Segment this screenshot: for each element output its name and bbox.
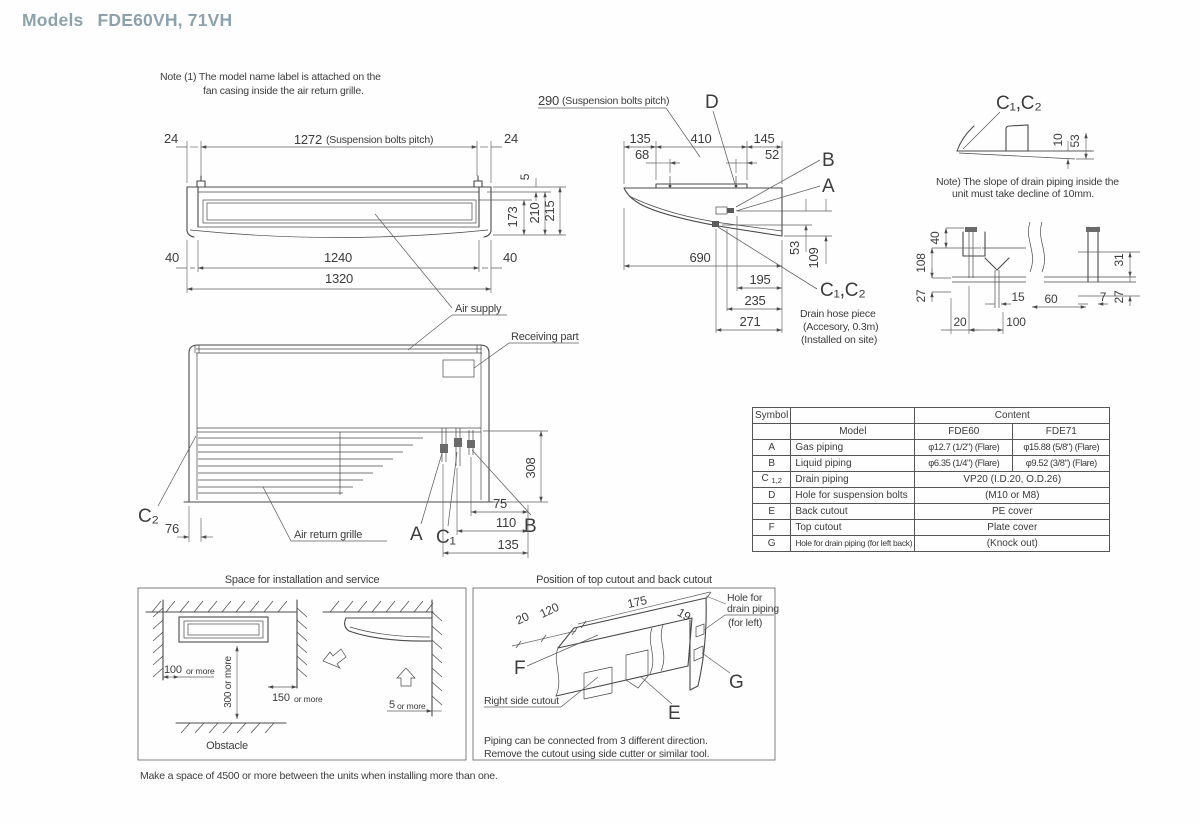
model-numbers: FDE60VH, 71VH (97, 10, 233, 30)
dim-label: 690 (689, 250, 711, 265)
b-leader (736, 160, 820, 207)
value-cell: PE cover (915, 504, 1110, 520)
side-view (538, 92, 878, 346)
dim-label: 215 (542, 200, 557, 222)
header-symbol: Symbol (753, 408, 791, 424)
spacing-note: Make a space of 4500 or more between the units when installing more than one. (140, 770, 498, 782)
hanger-nut (965, 227, 977, 232)
a-label: A (410, 524, 423, 545)
airflow-arrow-up (397, 668, 415, 686)
pipe-c1-stub (454, 438, 462, 447)
symbol-cell: A (753, 440, 791, 456)
dim-label: 109 (806, 247, 821, 269)
side-inner (629, 196, 782, 231)
dim-label: 110 (495, 515, 517, 530)
dim-label: 135 (497, 537, 519, 552)
air-supply-slot-inner (207, 203, 472, 220)
piping-note-1: Piping can be connected from 3 different direction. (484, 735, 708, 747)
front-outline (189, 345, 489, 502)
desc-cell: Hole for suspension bolts (791, 488, 915, 504)
break-lines (1028, 222, 1044, 272)
c1-leader (448, 452, 457, 526)
receiving-part-box (443, 360, 474, 377)
install-title: Space for installation and service (224, 574, 380, 586)
drain-note-2: (Accesory, 0.3m) (803, 321, 879, 333)
dim-label: 175 (626, 593, 649, 612)
dim-label: 5 (518, 173, 532, 181)
receiving-leader (474, 343, 579, 368)
value-cell: (M10 or M8) (915, 488, 1110, 504)
dim-label: 24 (504, 131, 519, 146)
dim-label: 31 (1112, 253, 1126, 267)
dim-label: 1272 (293, 132, 322, 147)
header-fde60: FDE60 (915, 424, 1013, 440)
dim-label: 120 (537, 599, 562, 621)
drain-note-1: Drain hose piece (800, 308, 876, 320)
drain-note-3: (Installed on site) (801, 334, 878, 346)
right-side-cutout-label: Right side cutout (484, 695, 559, 707)
symbol-main: C (761, 473, 769, 485)
dim-label: 410 (690, 131, 712, 146)
cutout-box (473, 574, 779, 760)
c1-label: C₁ (436, 527, 456, 548)
dim-label: 5 (389, 699, 395, 711)
suspension-bolts (197, 176, 482, 187)
c2-leader (158, 436, 196, 506)
e-label: E (668, 703, 681, 724)
front-view (138, 303, 579, 558)
hole-label-3: (for left) (728, 617, 763, 629)
dim-label: 173 (505, 206, 520, 228)
receiving-part-label: Receiving part (511, 331, 579, 343)
side-outline (624, 188, 782, 236)
dim-label: 20 (513, 609, 532, 628)
dim-note: (Suspension bolts pitch) (326, 134, 434, 146)
value-cell: Plate cover (915, 520, 1110, 536)
table-row (753, 440, 1110, 456)
dim-label: 300 or more (223, 656, 234, 708)
a-leader (736, 186, 820, 211)
dim-label: 75 (492, 496, 508, 511)
table-row (753, 424, 1110, 440)
bolt-dot-left (669, 185, 672, 188)
dim-label: 19 (674, 605, 694, 624)
bolt-dot-right (735, 185, 738, 188)
symbol-cell (753, 472, 791, 488)
dim-label: 235 (744, 293, 766, 308)
header-content: Content (915, 408, 1110, 424)
right-wall-hatch (297, 608, 307, 677)
c1c2-detail-leader (963, 112, 1000, 149)
dim-label: 68 (634, 147, 650, 162)
symbol-cell: B (753, 456, 791, 472)
dim-label: 52 (765, 147, 780, 162)
right-wall-2-hatch (432, 612, 442, 705)
front-curve (190, 230, 488, 238)
d-label: D (705, 92, 719, 113)
dim-label: 100 (1006, 315, 1026, 329)
dim-label: 150 (272, 692, 290, 704)
pitch290-label: 290 (538, 93, 560, 108)
desc-cell: Drain piping (791, 472, 915, 488)
table-row (753, 456, 1110, 472)
top-view (164, 131, 566, 308)
slope-line (959, 153, 1075, 159)
slope-detail (936, 93, 1119, 200)
b-label: B (822, 150, 835, 171)
note-1 (160, 71, 381, 97)
f-leader (527, 635, 598, 666)
bolt-stems (670, 176, 736, 184)
dim-note: or more (397, 701, 426, 711)
page-title (22, 10, 232, 31)
f-label: F (514, 658, 526, 679)
dim-label: 195 (749, 272, 771, 287)
note1-line2: fan casing inside the air return grille. (203, 85, 364, 97)
table-row (753, 536, 1110, 552)
bracket-channel (963, 232, 1009, 270)
air-return-grille-lines (198, 438, 423, 493)
desc-cell: Gas piping (791, 440, 915, 456)
dim-label: 7 (1099, 290, 1107, 304)
models-label: Models (22, 10, 84, 30)
table-row (753, 472, 1110, 488)
air-supply-slot (203, 200, 476, 223)
dim-note: or more (294, 694, 323, 704)
slope-ext (1030, 151, 1094, 159)
c1c2-label: C₁,C₂ (820, 280, 866, 301)
value-cell: φ12.7 (1/2") (Flare) (915, 440, 1013, 456)
dim-label: 108 (914, 253, 928, 273)
pipe-stub (716, 207, 727, 214)
dim-label: 40 (928, 231, 942, 245)
dim-label: 1320 (324, 271, 354, 286)
dim-label: 60 (1044, 292, 1058, 306)
iso-left-break (556, 648, 559, 696)
cutout-title: Position of top cutout and back cutout (536, 574, 712, 586)
top-band (195, 345, 482, 500)
c1c2-detail-label: C₁,C₂ (996, 93, 1042, 114)
unit-inner (184, 621, 263, 638)
dim-label: 76 (164, 521, 180, 536)
spec-table (752, 407, 1110, 552)
g-hole-shape (694, 646, 703, 661)
ext-right (722, 211, 832, 236)
right-plates (1044, 277, 1136, 282)
drain-hole-shape (696, 624, 704, 637)
dim-label: 210 (527, 202, 542, 224)
g-leader (702, 653, 730, 673)
table-row (753, 488, 1110, 504)
symbol-cell: E (753, 504, 791, 520)
pitch290-leader (538, 108, 700, 157)
unit-profile-2-inner (350, 627, 430, 637)
c2-label: C₂ (138, 506, 159, 527)
value-cell: φ9.52 (3/8") (Flare) (1013, 456, 1110, 472)
pitch290-note: (Suspension bolts pitch) (562, 95, 670, 107)
dim-label: 53 (1068, 134, 1082, 148)
air-supply-label: Air supply (455, 303, 502, 315)
right-side-cutout-shape (584, 667, 612, 699)
table-row (753, 520, 1110, 536)
value-cell: φ15.88 (5/8") (Flare) (1013, 440, 1110, 456)
dim-label: 40 (503, 250, 518, 265)
table-row (753, 408, 1110, 424)
dim-label: 27 (1112, 290, 1126, 304)
value-cell: (Knock out) (915, 536, 1110, 552)
ext-308 (483, 431, 548, 502)
g-label: G (729, 672, 744, 693)
value-cell: φ6.35 (1/4") (Flare) (915, 456, 1013, 472)
dim-label: 53 (787, 240, 802, 256)
slope-note-2: unit must take decline of 10mm. (952, 188, 1095, 200)
hole-label-2: drain piping (727, 603, 779, 615)
installation-box (138, 574, 466, 760)
body-lines (198, 192, 479, 227)
bracket-detail (914, 222, 1140, 334)
value-cell: VP20 (I.D.20, O.D.26) (915, 472, 1110, 488)
a-label: A (822, 176, 835, 197)
dim-label: 135 (629, 131, 651, 146)
header-fde71: FDE71 (1013, 424, 1110, 440)
air-return-label: Air return grille (294, 529, 363, 541)
dim-label: 40 (164, 250, 180, 265)
dim-label: 271 (739, 314, 761, 329)
pipe-a-stub (440, 444, 448, 453)
dim-label: 15 (1011, 290, 1025, 304)
left-wall-hatch (153, 608, 163, 677)
piping-note-2: Remove the cutout using side cutter or similar tool. (484, 748, 710, 760)
b-label: B (524, 516, 537, 537)
dim-note: or more (186, 666, 215, 676)
table-row (753, 504, 1110, 520)
dim-label: 10 (1051, 133, 1065, 147)
dim-label: 308 (523, 457, 538, 479)
dim-label: 145 (753, 131, 775, 146)
hole-label-1: Hole for (727, 592, 763, 604)
symbol-cell: D (753, 488, 791, 504)
symbol-sub: 1,2 (771, 476, 782, 486)
floor-hatch (181, 723, 274, 733)
dim-label: 24 (163, 131, 179, 146)
iso-mid-break (650, 625, 664, 674)
drain-stub (712, 221, 719, 227)
dim-label: 100 (164, 664, 182, 676)
desc-cell: Back cutout (791, 504, 915, 520)
hanger-rod (969, 232, 973, 278)
desc-cell: Liquid piping (791, 456, 915, 472)
header-model: Model (791, 424, 915, 440)
ceiling-hatch (152, 601, 287, 612)
right-nut (1086, 227, 1100, 232)
unit-inner2 (188, 624, 259, 635)
right-rod (1088, 227, 1098, 282)
obstacle-label: Obstacle (206, 740, 248, 752)
ceiling-hatch-2 (330, 601, 433, 612)
slope-note-1: Note) The slope of drain piping inside the (936, 176, 1119, 188)
ext-76 (189, 506, 201, 542)
back-cutout-shape (626, 650, 648, 688)
d-leader (713, 111, 735, 184)
pipe-stub-cap (727, 208, 734, 213)
desc-cell: Hole for drain piping (for left back) (791, 536, 915, 552)
e-leader (640, 676, 672, 704)
end-caps (187, 187, 491, 237)
symbol-cell: F (753, 520, 791, 536)
a-leader (421, 450, 443, 524)
desc-cell: Top cutout (791, 520, 915, 536)
pipe-b-stub (467, 440, 475, 448)
dim-label: 20 (953, 315, 967, 329)
airflow-arrow-left (323, 649, 346, 668)
air-supply-leader-top (375, 214, 452, 308)
dim-label: 1240 (323, 250, 353, 265)
symbol-cell: G (753, 536, 791, 552)
note1-line1: Note (1) The model name label is attached on the (160, 71, 381, 83)
dim-label: 27 (914, 289, 928, 303)
